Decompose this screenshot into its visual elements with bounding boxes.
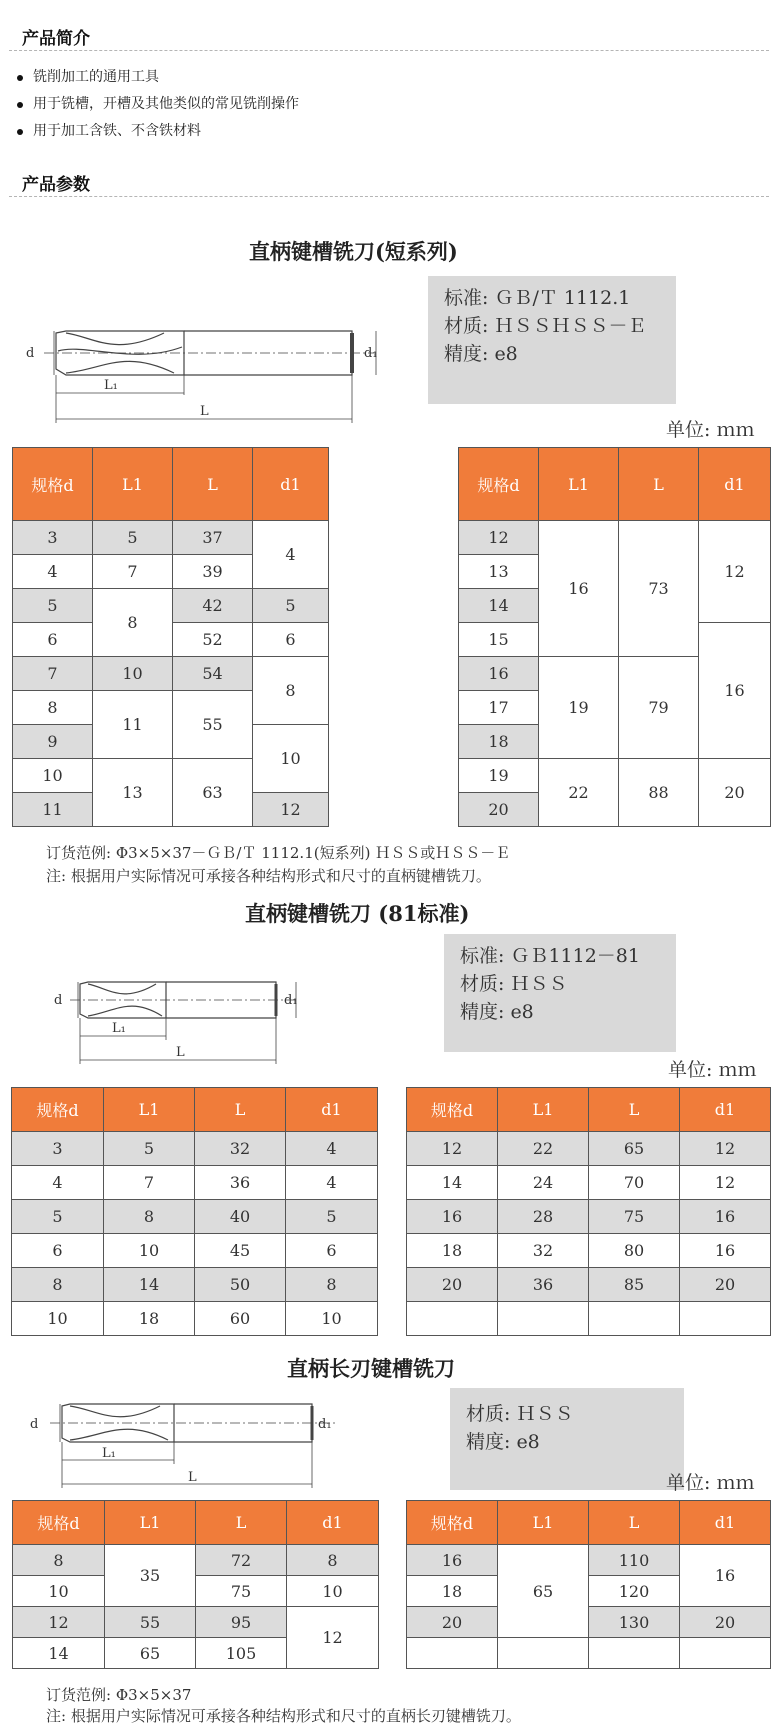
table-cell: 60 (195, 1302, 286, 1336)
table-cell: 6 (286, 1234, 378, 1268)
table-cell: 24 (498, 1166, 589, 1200)
table-cell: 20 (407, 1268, 498, 1302)
dim-label-L1: L₁ (104, 378, 118, 393)
table-row (13, 1576, 379, 1607)
header-cell: d1 (699, 448, 771, 521)
header-cell: d1 (680, 1088, 771, 1132)
list-item: 铣削加工的通用工具 (14, 64, 299, 91)
table-cell: 105 (196, 1638, 287, 1669)
spec-table-left (11, 1087, 378, 1336)
table-cell: 120 (589, 1576, 680, 1607)
table-cell: 16 (407, 1200, 498, 1234)
spec-table-right (458, 447, 771, 827)
table-cell: 16 (699, 623, 771, 759)
table-cell (680, 1302, 771, 1336)
header-cell: 规格d (459, 448, 539, 521)
spec-precision: 精度: e8 (466, 1431, 540, 1453)
divider (9, 50, 769, 51)
params-title: 产品参数 (22, 175, 90, 195)
table-cell: 39 (173, 555, 253, 589)
intro-title: 产品简介 (22, 29, 90, 49)
table-cell: 10 (286, 1302, 378, 1336)
table-cell: 14 (407, 1166, 498, 1200)
table-cell: 6 (12, 1234, 104, 1268)
table-cell: 3 (13, 521, 93, 555)
table-cell: 10 (13, 1576, 105, 1607)
header-cell: L1 (498, 1501, 589, 1545)
table-cell: 12 (680, 1132, 771, 1166)
table-cell: 13 (93, 759, 173, 827)
dim-label-d: d (30, 1417, 39, 1432)
table-cell (407, 1638, 498, 1669)
dim-label-L: L (188, 1470, 197, 1485)
table-cell: 85 (589, 1268, 680, 1302)
table-cell: 14 (13, 1638, 105, 1669)
table-cell: 63 (173, 759, 253, 827)
table-cell: 16 (680, 1200, 771, 1234)
table-cell: 4 (253, 521, 329, 589)
table-cell: 12 (287, 1607, 379, 1669)
table-cell: 4 (13, 555, 93, 589)
table-cell: 8 (286, 1268, 378, 1302)
unit-label: 单位: ｍｍ (666, 1472, 755, 1494)
spec-material: 材质: ＨＳＳＨＳＳ－Ｅ (444, 315, 647, 337)
table-cell (589, 1302, 680, 1336)
table-cell: 65 (589, 1132, 680, 1166)
table-cell: 17 (459, 691, 539, 725)
table-cell: 35 (105, 1545, 196, 1607)
unit-label: 单位: ｍｍ (666, 419, 755, 441)
table-cell: 20 (699, 759, 771, 827)
header-cell: 规格d (12, 1088, 104, 1132)
table-row (13, 521, 329, 555)
table-cell: 18 (407, 1576, 498, 1607)
table-cell: 45 (195, 1234, 286, 1268)
table-row (12, 1200, 378, 1234)
table-cell: 7 (93, 555, 173, 589)
header-cell: d1 (287, 1501, 379, 1545)
table-cell: 22 (498, 1132, 589, 1166)
table-cell: 5 (93, 521, 173, 555)
table-cell: 10 (253, 725, 329, 793)
list-item: 用于铣槽，开槽及其他类似的常见铣削操作 (14, 91, 299, 118)
table-cell: 8 (12, 1268, 104, 1302)
table-cell: 12 (13, 1607, 105, 1638)
table-cell: 65 (105, 1638, 196, 1669)
table-cell: 20 (680, 1607, 771, 1638)
table-cell: 16 (680, 1234, 771, 1268)
header-cell: 规格d (13, 448, 93, 521)
dim-label-d: d (26, 346, 35, 361)
table-cell: 79 (619, 657, 699, 759)
table-cell: 8 (93, 589, 173, 657)
table-cell: 9 (13, 725, 93, 759)
table-cell: 10 (13, 759, 93, 793)
table-cell: 55 (173, 691, 253, 759)
table-row (459, 521, 771, 555)
dim-label-d1: d₁ (284, 993, 298, 1008)
table-cell: 42 (173, 589, 253, 623)
note-text: 注: 根据用户实际情况可承接各种结构形式和尺寸的直柄键槽铣刀。 (46, 867, 491, 885)
spec-standard: 标准: ＧＢ1112－81 (460, 945, 640, 967)
table-cell: 54 (173, 657, 253, 691)
table-cell: 32 (498, 1234, 589, 1268)
dim-label-d1: d₁ (364, 346, 378, 361)
header-cell: d1 (253, 448, 329, 521)
spec-material: 材质: ＨＳＳ (460, 973, 568, 995)
table-cell: 95 (196, 1607, 287, 1638)
table-cell: 65 (498, 1545, 589, 1638)
table-cell (589, 1638, 680, 1669)
table-cell: 11 (93, 691, 173, 759)
table-cell: 20 (407, 1607, 498, 1638)
table-cell: 18 (407, 1234, 498, 1268)
table-cell: 10 (12, 1302, 104, 1336)
table-cell: 70 (589, 1166, 680, 1200)
spec-table-left (12, 1500, 379, 1669)
table-row (407, 1268, 771, 1302)
table-cell: 14 (104, 1268, 195, 1302)
table-cell: 12 (459, 521, 539, 555)
spec-precision: 精度: e8 (444, 343, 518, 365)
header-cell: d1 (286, 1088, 378, 1132)
table-cell (680, 1638, 771, 1669)
table-cell: 12 (699, 521, 771, 623)
table-cell: 16 (539, 521, 619, 657)
dim-label-d1: d₁ (318, 1417, 332, 1432)
table-cell: 12 (680, 1166, 771, 1200)
dim-label-L: L (200, 404, 209, 419)
table-cell: 80 (589, 1234, 680, 1268)
table-row (12, 1132, 378, 1166)
table-cell: 130 (589, 1607, 680, 1638)
spec-table-right (406, 1500, 771, 1669)
table-cell: 7 (13, 657, 93, 691)
table-cell: 6 (13, 623, 93, 657)
table-cell: 19 (459, 759, 539, 793)
table-cell: 7 (104, 1166, 195, 1200)
table-cell: 72 (196, 1545, 287, 1576)
header-cell: L1 (105, 1501, 196, 1545)
dim-label-L1: L₁ (112, 1021, 126, 1036)
end-mill-drawing (20, 1400, 340, 1492)
section2-title: 直柄键槽铣刀 (81标准) (245, 901, 470, 926)
header-cell: L (619, 448, 699, 521)
table-cell: 18 (104, 1302, 195, 1336)
end-mill-drawing (14, 325, 394, 430)
header-cell: L (196, 1501, 287, 1545)
dim-label-L: L (176, 1045, 185, 1060)
table-row (13, 589, 329, 623)
table-row (12, 1268, 378, 1302)
table-cell: 15 (459, 623, 539, 657)
table-row (407, 1545, 771, 1576)
table-cell: 88 (619, 759, 699, 827)
table-cell: 8 (13, 1545, 105, 1576)
dim-label-L1: L₁ (102, 1446, 116, 1461)
spec-material: 材质: ＨＳＳ (466, 1403, 574, 1425)
table-cell: 110 (589, 1545, 680, 1576)
table-cell: 10 (93, 657, 173, 691)
table-cell: 55 (105, 1607, 196, 1638)
table-row (12, 1302, 378, 1336)
table-cell: 20 (680, 1268, 771, 1302)
table-row (407, 1234, 771, 1268)
table-cell: 16 (459, 657, 539, 691)
table-cell: 73 (619, 521, 699, 657)
table-cell: 5 (12, 1200, 104, 1234)
header-cell: L (195, 1088, 286, 1132)
table-cell: 50 (195, 1268, 286, 1302)
table-cell: 20 (459, 793, 539, 827)
table-row (407, 1638, 771, 1669)
header-cell: L1 (498, 1088, 589, 1132)
table-cell: 12 (253, 793, 329, 827)
table-row (407, 1607, 771, 1638)
header-cell: L (589, 1501, 680, 1545)
header-cell: L1 (93, 448, 173, 521)
table-cell: 8 (253, 657, 329, 725)
table-cell: 75 (196, 1576, 287, 1607)
section1-title: 直柄键槽铣刀(短系列) (249, 239, 458, 264)
header-cell: L (173, 448, 253, 521)
table-cell: 3 (12, 1132, 104, 1166)
table-cell: 8 (13, 691, 93, 725)
table-row (407, 1200, 771, 1234)
table-row (13, 657, 329, 691)
header-cell: L1 (104, 1088, 195, 1132)
table-cell: 4 (286, 1132, 378, 1166)
table-cell: 36 (498, 1268, 589, 1302)
table-cell: 4 (12, 1166, 104, 1200)
header-cell: 规格d (13, 1501, 105, 1545)
divider (9, 196, 769, 197)
spec-precision: 精度: e8 (460, 1001, 534, 1023)
table-cell: 28 (498, 1200, 589, 1234)
header-cell: 规格d (407, 1501, 498, 1545)
intro-bullet-list (14, 64, 299, 145)
table-cell: 16 (680, 1545, 771, 1607)
table-row (13, 1545, 379, 1576)
table-row (459, 759, 771, 793)
spec-table-right (406, 1087, 771, 1336)
table-cell: 19 (539, 657, 619, 759)
table-row (12, 1166, 378, 1200)
unit-label: 单位: ｍｍ (668, 1059, 757, 1081)
dim-label-d: d (54, 993, 63, 1008)
order-example: 订货范例: Φ3×5×37－ＧＢ/Ｔ 1112.1(短系列) ＨＳＳ或ＨＳＳ－Ｅ (46, 844, 511, 862)
order-example: 订货范例: Φ3×5×37 (46, 1686, 192, 1704)
spec-standard: 标准: ＧＢ/Ｔ 1112.1 (444, 287, 631, 309)
table-cell: 36 (195, 1166, 286, 1200)
table-cell: 32 (195, 1132, 286, 1166)
table-cell: 5 (104, 1132, 195, 1166)
table-cell: 5 (286, 1200, 378, 1234)
table-cell: 11 (13, 793, 93, 827)
spec-table-left (12, 447, 329, 827)
table-cell: 37 (173, 521, 253, 555)
table-cell: 22 (539, 759, 619, 827)
header-cell: 规格d (407, 1088, 498, 1132)
table-cell: 10 (104, 1234, 195, 1268)
table-cell: 13 (459, 555, 539, 589)
table-row (407, 1132, 771, 1166)
table-cell (407, 1302, 498, 1336)
table-cell: 8 (287, 1545, 379, 1576)
header-cell: d1 (680, 1501, 771, 1545)
table-cell: 8 (104, 1200, 195, 1234)
table-row (12, 1234, 378, 1268)
table-cell: 18 (459, 725, 539, 759)
spec-box (450, 1388, 684, 1490)
table-row (13, 1607, 379, 1638)
end-mill-drawing (50, 978, 310, 1068)
table-row (407, 1166, 771, 1200)
header-cell: L1 (539, 448, 619, 521)
table-cell: 5 (253, 589, 329, 623)
table-cell (498, 1638, 589, 1669)
table-cell: 10 (287, 1576, 379, 1607)
table-cell: 52 (173, 623, 253, 657)
table-cell: 12 (407, 1132, 498, 1166)
table-cell (498, 1302, 589, 1336)
list-item: 用于加工含铁、不含铁材料 (14, 118, 299, 145)
table-cell: 6 (253, 623, 329, 657)
table-cell: 14 (459, 589, 539, 623)
section3-title: 直柄长刃键槽铣刀 (287, 1356, 455, 1381)
note-text: 注: 根据用户实际情况可承接各种结构形式和尺寸的直柄长刃键槽铣刀。 (46, 1707, 521, 1725)
table-cell: 40 (195, 1200, 286, 1234)
table-cell: 4 (286, 1166, 378, 1200)
table-row (407, 1302, 771, 1336)
spec-box (428, 276, 676, 404)
spec-box (444, 934, 676, 1052)
header-cell: L (589, 1088, 680, 1132)
table-cell: 75 (589, 1200, 680, 1234)
table-cell: 16 (407, 1545, 498, 1576)
table-cell: 5 (13, 589, 93, 623)
